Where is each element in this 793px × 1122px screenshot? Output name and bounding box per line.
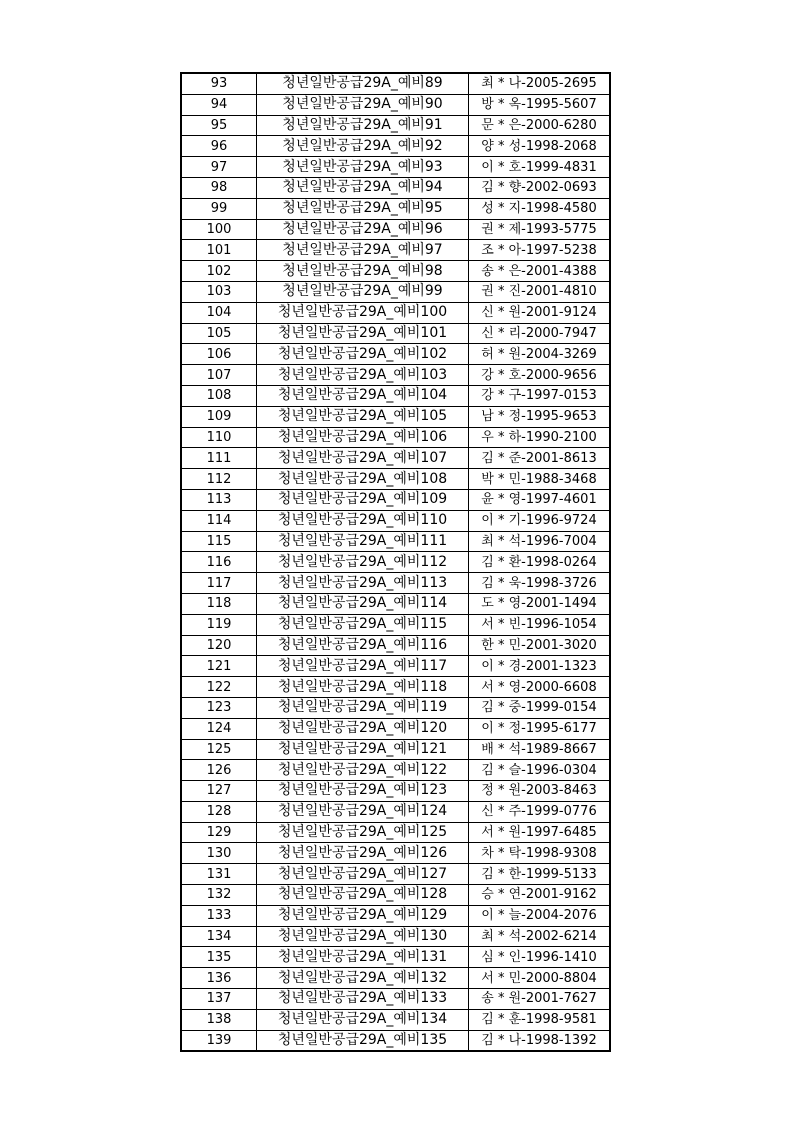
table-row <box>181 365 610 386</box>
applicant-cell: 이 * 늘-2004-2076 <box>469 905 611 926</box>
supply-type-cell: 청년일반공급29A_예비101 <box>257 323 469 344</box>
row-number-cell: 121 <box>181 656 257 677</box>
row-number-cell: 93 <box>181 73 257 94</box>
row-number-cell: 110 <box>181 427 257 448</box>
row-number-cell: 118 <box>181 593 257 614</box>
applicant-cell: 서 * 빈-1996-1054 <box>469 614 611 635</box>
supply-type-cell: 청년일반공급29A_예비97 <box>257 240 469 261</box>
supply-type-cell: 청년일반공급29A_예비114 <box>257 593 469 614</box>
row-number-cell: 107 <box>181 365 257 386</box>
table-row <box>181 323 610 344</box>
applicant-cell: 이 * 기-1996-9724 <box>469 510 611 531</box>
supply-type-cell: 청년일반공급29A_예비130 <box>257 926 469 947</box>
supply-type-cell: 청년일반공급29A_예비115 <box>257 614 469 635</box>
applicant-cell: 서 * 영-2000-6608 <box>469 677 611 698</box>
applicant-cell: 신 * 주-1999-0776 <box>469 801 611 822</box>
table-row <box>181 385 610 406</box>
supply-type-cell: 청년일반공급29A_예비100 <box>257 302 469 323</box>
applicant-cell: 허 * 원-2004-3269 <box>469 344 611 365</box>
applicant-cell: 한 * 민-2001-3020 <box>469 635 611 656</box>
applicant-cell: 윤 * 영-1997-4601 <box>469 489 611 510</box>
reserve-list-table <box>180 72 611 1052</box>
table-row <box>181 718 610 739</box>
supply-type-cell: 청년일반공급29A_예비93 <box>257 157 469 178</box>
applicant-cell: 김 * 슬-1996-0304 <box>469 760 611 781</box>
table-row <box>181 552 610 573</box>
row-number-cell: 138 <box>181 1009 257 1030</box>
table-row <box>181 864 610 885</box>
row-number-cell: 109 <box>181 406 257 427</box>
table-row <box>181 573 610 594</box>
row-number-cell: 104 <box>181 302 257 323</box>
row-number-cell: 101 <box>181 240 257 261</box>
table-row <box>181 489 610 510</box>
row-number-cell: 98 <box>181 177 257 198</box>
supply-type-cell: 청년일반공급29A_예비108 <box>257 469 469 490</box>
table-row <box>181 157 610 178</box>
supply-type-cell: 청년일반공급29A_예비111 <box>257 531 469 552</box>
applicant-cell: 최 * 석-1996-7004 <box>469 531 611 552</box>
supply-type-cell: 청년일반공급29A_예비105 <box>257 406 469 427</box>
applicant-cell: 우 * 하-1990-2100 <box>469 427 611 448</box>
applicant-cell: 신 * 원-2001-9124 <box>469 302 611 323</box>
row-number-cell: 117 <box>181 573 257 594</box>
table-row <box>181 885 610 906</box>
applicant-cell: 승 * 연-2001-9162 <box>469 885 611 906</box>
table-row <box>181 240 610 261</box>
table-row <box>181 469 610 490</box>
row-number-cell: 136 <box>181 968 257 989</box>
applicant-cell: 이 * 호-1999-4831 <box>469 157 611 178</box>
applicant-cell: 방 * 옥-1995-5607 <box>469 94 611 115</box>
applicant-cell: 배 * 석-1989-8667 <box>469 739 611 760</box>
supply-type-cell: 청년일반공급29A_예비98 <box>257 261 469 282</box>
supply-type-cell: 청년일반공급29A_예비110 <box>257 510 469 531</box>
table-row <box>181 302 610 323</box>
applicant-cell: 김 * 준-2001-8613 <box>469 448 611 469</box>
supply-type-cell: 청년일반공급29A_예비117 <box>257 656 469 677</box>
table-row <box>181 968 610 989</box>
applicant-cell: 권 * 제-1993-5775 <box>469 219 611 240</box>
row-number-cell: 105 <box>181 323 257 344</box>
supply-type-cell: 청년일반공급29A_예비90 <box>257 94 469 115</box>
table-row <box>181 344 610 365</box>
supply-type-cell: 청년일반공급29A_예비106 <box>257 427 469 448</box>
row-number-cell: 115 <box>181 531 257 552</box>
supply-type-cell: 청년일반공급29A_예비116 <box>257 635 469 656</box>
applicant-cell: 송 * 은-2001-4388 <box>469 261 611 282</box>
table-row <box>181 635 610 656</box>
supply-type-cell: 청년일반공급29A_예비92 <box>257 136 469 157</box>
table-row <box>181 926 610 947</box>
table-row <box>181 677 610 698</box>
row-number-cell: 125 <box>181 739 257 760</box>
table-row <box>181 531 610 552</box>
row-number-cell: 116 <box>181 552 257 573</box>
supply-type-cell: 청년일반공급29A_예비96 <box>257 219 469 240</box>
supply-type-cell: 청년일반공급29A_예비95 <box>257 198 469 219</box>
table-row <box>181 406 610 427</box>
supply-type-cell: 청년일반공급29A_예비125 <box>257 822 469 843</box>
row-number-cell: 129 <box>181 822 257 843</box>
applicant-cell: 양 * 성-1998-2068 <box>469 136 611 157</box>
supply-type-cell: 청년일반공급29A_예비122 <box>257 760 469 781</box>
table-body <box>181 73 610 1051</box>
table-row <box>181 989 610 1010</box>
table-row <box>181 281 610 302</box>
applicant-cell: 김 * 중-1999-0154 <box>469 697 611 718</box>
applicant-cell: 정 * 원-2003-8463 <box>469 781 611 802</box>
table-row <box>181 261 610 282</box>
supply-type-cell: 청년일반공급29A_예비133 <box>257 989 469 1010</box>
row-number-cell: 96 <box>181 136 257 157</box>
row-number-cell: 123 <box>181 697 257 718</box>
table-row <box>181 614 610 635</box>
applicant-cell: 김 * 훈-1998-9581 <box>469 1009 611 1030</box>
table-row <box>181 177 610 198</box>
applicant-cell: 문 * 은-2000-6280 <box>469 115 611 136</box>
applicant-cell: 송 * 원-2001-7627 <box>469 989 611 1010</box>
applicant-cell: 강 * 구-1997-0153 <box>469 385 611 406</box>
supply-type-cell: 청년일반공급29A_예비118 <box>257 677 469 698</box>
row-number-cell: 139 <box>181 1030 257 1051</box>
applicant-cell: 최 * 석-2002-6214 <box>469 926 611 947</box>
row-number-cell: 130 <box>181 843 257 864</box>
supply-type-cell: 청년일반공급29A_예비127 <box>257 864 469 885</box>
row-number-cell: 135 <box>181 947 257 968</box>
applicant-cell: 남 * 정-1995-9653 <box>469 406 611 427</box>
row-number-cell: 95 <box>181 115 257 136</box>
table-row <box>181 781 610 802</box>
applicant-cell: 박 * 민-1988-3468 <box>469 469 611 490</box>
supply-type-cell: 청년일반공급29A_예비91 <box>257 115 469 136</box>
supply-type-cell: 청년일반공급29A_예비94 <box>257 177 469 198</box>
table-row <box>181 198 610 219</box>
applicant-cell: 차 * 탁-1998-9308 <box>469 843 611 864</box>
row-number-cell: 102 <box>181 261 257 282</box>
table-row <box>181 697 610 718</box>
table-row <box>181 739 610 760</box>
applicant-cell: 강 * 호-2000-9656 <box>469 365 611 386</box>
supply-type-cell: 청년일반공급29A_예비103 <box>257 365 469 386</box>
table-row <box>181 136 610 157</box>
applicant-cell: 최 * 나-2005-2695 <box>469 73 611 94</box>
applicant-cell: 김 * 한-1999-5133 <box>469 864 611 885</box>
row-number-cell: 113 <box>181 489 257 510</box>
table-row <box>181 656 610 677</box>
table-row <box>181 801 610 822</box>
table-row <box>181 1030 610 1051</box>
supply-type-cell: 청년일반공급29A_예비124 <box>257 801 469 822</box>
row-number-cell: 119 <box>181 614 257 635</box>
supply-type-cell: 청년일반공급29A_예비131 <box>257 947 469 968</box>
supply-type-cell: 청년일반공급29A_예비107 <box>257 448 469 469</box>
row-number-cell: 103 <box>181 281 257 302</box>
applicant-cell: 도 * 영-2001-1494 <box>469 593 611 614</box>
applicant-cell: 서 * 원-1997-6485 <box>469 822 611 843</box>
supply-type-cell: 청년일반공급29A_예비109 <box>257 489 469 510</box>
supply-type-cell: 청년일반공급29A_예비112 <box>257 552 469 573</box>
row-number-cell: 94 <box>181 94 257 115</box>
supply-type-cell: 청년일반공급29A_예비102 <box>257 344 469 365</box>
row-number-cell: 133 <box>181 905 257 926</box>
row-number-cell: 108 <box>181 385 257 406</box>
row-number-cell: 134 <box>181 926 257 947</box>
row-number-cell: 114 <box>181 510 257 531</box>
table-row <box>181 73 610 94</box>
table-row <box>181 448 610 469</box>
table-row <box>181 115 610 136</box>
table-row <box>181 593 610 614</box>
applicant-cell: 심 * 인-1996-1410 <box>469 947 611 968</box>
row-number-cell: 99 <box>181 198 257 219</box>
row-number-cell: 127 <box>181 781 257 802</box>
applicant-cell: 조 * 아-1997-5238 <box>469 240 611 261</box>
supply-type-cell: 청년일반공급29A_예비89 <box>257 73 469 94</box>
supply-type-cell: 청년일반공급29A_예비104 <box>257 385 469 406</box>
row-number-cell: 124 <box>181 718 257 739</box>
applicant-cell: 김 * 나-1998-1392 <box>469 1030 611 1051</box>
applicant-cell: 서 * 민-2000-8804 <box>469 968 611 989</box>
applicant-cell: 이 * 경-2001-1323 <box>469 656 611 677</box>
table-row <box>181 219 610 240</box>
row-number-cell: 97 <box>181 157 257 178</box>
supply-type-cell: 청년일반공급29A_예비121 <box>257 739 469 760</box>
supply-type-cell: 청년일반공급29A_예비132 <box>257 968 469 989</box>
table-row <box>181 427 610 448</box>
row-number-cell: 106 <box>181 344 257 365</box>
applicant-cell: 김 * 향-2002-0693 <box>469 177 611 198</box>
supply-type-cell: 청년일반공급29A_예비99 <box>257 281 469 302</box>
table-row <box>181 947 610 968</box>
supply-type-cell: 청년일반공급29A_예비129 <box>257 905 469 926</box>
table-row <box>181 1009 610 1030</box>
row-number-cell: 128 <box>181 801 257 822</box>
supply-type-cell: 청년일반공급29A_예비126 <box>257 843 469 864</box>
supply-type-cell: 청년일반공급29A_예비123 <box>257 781 469 802</box>
table-row <box>181 905 610 926</box>
row-number-cell: 120 <box>181 635 257 656</box>
row-number-cell: 111 <box>181 448 257 469</box>
applicant-cell: 신 * 리-2000-7947 <box>469 323 611 344</box>
row-number-cell: 122 <box>181 677 257 698</box>
row-number-cell: 131 <box>181 864 257 885</box>
table-row <box>181 760 610 781</box>
row-number-cell: 126 <box>181 760 257 781</box>
row-number-cell: 137 <box>181 989 257 1010</box>
table-row <box>181 822 610 843</box>
table-row <box>181 510 610 531</box>
supply-type-cell: 청년일반공급29A_예비134 <box>257 1009 469 1030</box>
row-number-cell: 100 <box>181 219 257 240</box>
applicant-cell: 성 * 지-1998-4580 <box>469 198 611 219</box>
supply-type-cell: 청년일반공급29A_예비113 <box>257 573 469 594</box>
table-row <box>181 94 610 115</box>
supply-type-cell: 청년일반공급29A_예비135 <box>257 1030 469 1051</box>
applicant-cell: 김 * 욱-1998-3726 <box>469 573 611 594</box>
table-row <box>181 843 610 864</box>
row-number-cell: 112 <box>181 469 257 490</box>
supply-type-cell: 청년일반공급29A_예비128 <box>257 885 469 906</box>
supply-type-cell: 청년일반공급29A_예비120 <box>257 718 469 739</box>
supply-type-cell: 청년일반공급29A_예비119 <box>257 697 469 718</box>
applicant-cell: 김 * 환-1998-0264 <box>469 552 611 573</box>
applicant-cell: 이 * 정-1995-6177 <box>469 718 611 739</box>
row-number-cell: 132 <box>181 885 257 906</box>
applicant-cell: 권 * 진-2001-4810 <box>469 281 611 302</box>
